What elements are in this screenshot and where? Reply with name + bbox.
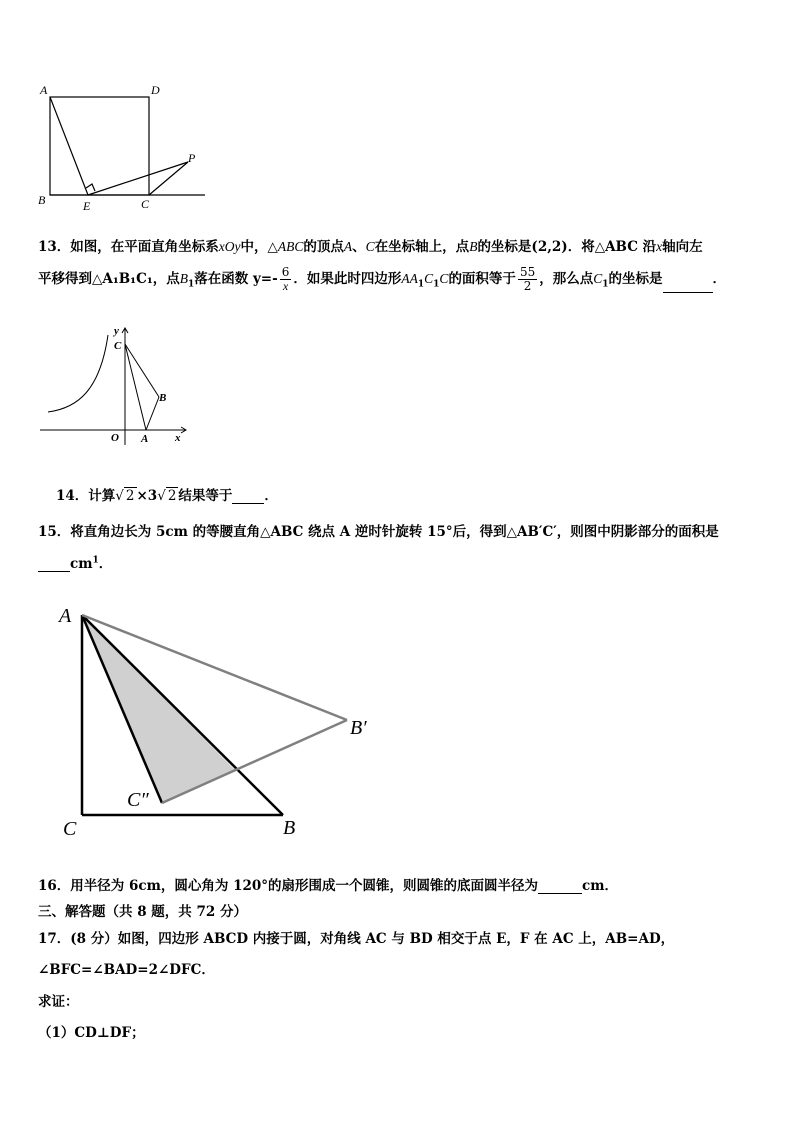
text: （1）CD⊥DF； (38, 1025, 145, 1041)
denominator: 2 (523, 279, 532, 293)
label-b: B (38, 193, 46, 207)
shaded-region (82, 615, 235, 803)
text: 的坐标是(2,2)．将△ABC 沿 (477, 239, 657, 255)
label-c: C (63, 818, 77, 840)
label-b: B (159, 392, 167, 404)
subscript: 1 (188, 279, 195, 290)
section-title (38, 900, 247, 920)
sqrt-2: √ 2 (115, 488, 135, 504)
q17-prove (38, 990, 79, 1010)
text: 轴向左 (662, 239, 703, 255)
answer-blank[interactable] (663, 280, 713, 293)
text: 三、解答题（共 8 题，共 72 分） (38, 904, 247, 920)
text: cm． (582, 878, 619, 894)
text: ． (264, 488, 278, 504)
label-x: x (175, 432, 181, 444)
figure-rotated-triangle (55, 600, 385, 845)
q17-line1 (38, 927, 674, 947)
text: ∠BFC=∠BAD=2∠DFC． (38, 962, 215, 978)
q13-line2 (38, 266, 726, 293)
q16-line (38, 874, 618, 894)
text: 、 (352, 239, 366, 255)
text: 的面积等于 (448, 271, 516, 287)
label-e: E (83, 199, 91, 213)
label-p: P (188, 151, 196, 165)
text: ，那么点 (539, 271, 594, 287)
text: ．如果此时四边形 (293, 271, 402, 287)
math-c1: C (593, 271, 603, 286)
text: 中，△ (240, 239, 278, 255)
radicand: 2 (167, 488, 177, 504)
text: ×3 (136, 488, 158, 504)
text: 16．用半径为 6cm，圆心角为 120°的扇形围成一个圆锥，则圆锥的底面圆半径为 (38, 878, 539, 894)
label-a: A (40, 83, 48, 97)
math-quad-end: C (439, 271, 449, 286)
math-a: A (343, 239, 353, 254)
fraction-55-over-2 (518, 266, 537, 293)
text: ． (712, 271, 726, 287)
label-b-prime: B′ (350, 717, 367, 739)
q17-line2 (38, 958, 215, 978)
text: 14．计算 (56, 488, 116, 504)
label-c: C (141, 197, 150, 211)
math-b1: B (179, 271, 188, 286)
answer-blank[interactable] (38, 559, 70, 572)
math-xoy: xOy (218, 239, 241, 254)
sqrt-2: √ 2 (157, 488, 177, 504)
figure-square-abcd (30, 80, 220, 215)
q15-line2 (38, 552, 112, 572)
text: 结果等于 (178, 488, 233, 504)
label-d: D (151, 83, 160, 97)
subscript: 1 (417, 279, 425, 290)
answer-blank[interactable] (538, 881, 582, 894)
label-c-prime: C″ (127, 789, 149, 811)
text: 17．(8 分）如图，四边形 ABCD 内接于圆，对角线 AC 与 BD 相交于点 E，F 在 AC 上，AB=AD， (38, 931, 675, 947)
text: 13．如图，在平面直角坐标系 (38, 239, 219, 255)
answer-blank[interactable] (232, 491, 264, 504)
math-quad: AA (401, 271, 418, 286)
denominator: x (282, 279, 289, 293)
q13-line1 (38, 235, 703, 255)
math-abc: ABC (277, 239, 304, 254)
label-a: A (59, 605, 72, 627)
text: 的坐标是 (608, 271, 663, 287)
figure-coordinate-plane (38, 320, 198, 450)
text: 的顶点 (303, 239, 344, 255)
fraction-6-over-x (280, 266, 292, 293)
text: 落在函数 y=- (194, 271, 278, 287)
q17-item1 (38, 1021, 145, 1041)
math-c: C (365, 239, 375, 254)
numerator: 6 (281, 265, 290, 279)
text: ． (98, 556, 113, 572)
math-x: x (656, 239, 663, 254)
text: cm (70, 556, 93, 572)
text: 在坐标轴上，点 (374, 239, 470, 255)
label-b: B (283, 817, 296, 839)
text: 求证： (38, 994, 79, 1010)
math-quad-c: C (424, 271, 434, 286)
text: 15．将直角边长为 5cm 的等腰直角△ABC 绕点 A 逆时针旋转 15°后，得到△AB′C′，则图中阴影部分的面积是 (38, 524, 719, 540)
label-o: O (111, 432, 119, 444)
numerator: 55 (519, 265, 536, 279)
superscript: 1 (92, 555, 99, 566)
q15-line1 (38, 520, 719, 540)
text: 平移得到△A₁B₁C₁，点 (38, 271, 180, 287)
radicand: 2 (125, 488, 135, 504)
label-c: C (114, 340, 122, 352)
subscript: 1 (433, 279, 440, 290)
label-a: A (141, 433, 149, 445)
subscript: 1 (602, 279, 609, 290)
label-y: y (114, 325, 119, 337)
math-b: B (469, 239, 478, 254)
q14-line (56, 484, 278, 504)
